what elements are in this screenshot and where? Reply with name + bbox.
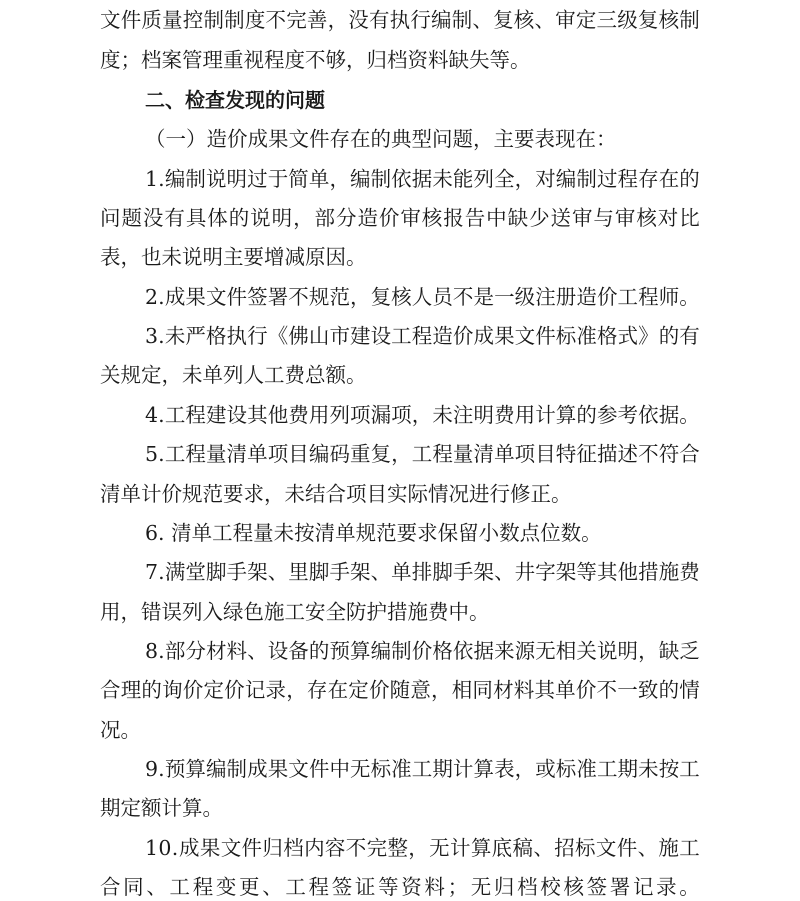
list-item-line: 问 题 没 有 具 体 的 说 明 ， 部 分 造 价 审 核 报 告 中 缺 少 送 审 与 审 核 对 比 bbox=[100, 206, 700, 230]
list-item-line: 用，错误列入绿色施工安全防护措施费中。 bbox=[100, 600, 490, 624]
list-item-line: 关规定，未单列人工费总额。 bbox=[100, 363, 367, 387]
list-item-line: 8 . 部 分 材 料 、 设 备 的 预 算 编 制 价 格 依 据 来 源 无 相 关 说 明 ， 缺 乏 bbox=[145, 639, 700, 663]
list-item-line: 3 . 未 严 格 执 行 《 佛 山 市 建 设 工 程 造 价 成 果 文 件 标 准 格 式 》 的 有 bbox=[145, 324, 700, 348]
list-item-line: 清单计价规范要求，未结合项目实际情况进行修正。 bbox=[100, 482, 572, 506]
list-item-line: 合 理 的 询 价 定 价 记 录 ， 存 在 定 价 随 意 ， 相 同 材 料 其 单 价 不 一 致 的 情 bbox=[100, 678, 700, 702]
paragraph-line: 度；档案管理重视程度不够，归档资料缺失等。 bbox=[100, 48, 531, 72]
section-heading: 二、检查发现的问题 bbox=[145, 88, 325, 112]
list-item-line: 1 0 . 成 果 文 件 归 档 内 容 不 完 整 ， 无 计 算 底 稿 、 招 标 文 件 、 施 工 bbox=[145, 836, 700, 860]
list-item-line: 2 . 成 果 文 件 签 署 不 规 范 ， 复 核 人 员 不 是 一 级 注 册 造 价 工 程 师 。 bbox=[145, 285, 700, 309]
list-item-line: 表，也未说明主要增减原因。 bbox=[100, 245, 367, 269]
list-item-line: 况。 bbox=[100, 718, 141, 742]
list-item-line: 1 . 编 制 说 明 过 于 简 单 ， 编 制 依 据 未 能 列 全 ， 对 编 制 过 程 存 在 的 bbox=[145, 167, 700, 191]
subsection-heading: （一）造价成果文件存在的典型问题，主要表现在： bbox=[145, 127, 617, 151]
list-item-line: 4 . 工 程 建 设 其 他 费 用 列 项 漏 项 ， 未 注 明 费 用 计 算 的 参 考 依 据 。 bbox=[145, 403, 700, 427]
list-item-line: 9 . 预 算 编 制 成 果 文 件 中 无 标 准 工 期 计 算 表 ， 或 标 准 工 期 未 按 工 bbox=[145, 757, 700, 781]
list-item-line: 6. 清单工程量未按清单规范要求保留小数点位数。 bbox=[145, 521, 602, 545]
list-item-line: 7 . 满 堂 脚 手 架 、 里 脚 手 架 、 单 排 脚 手 架 、 井 字 架 等 其 他 措 施 费 bbox=[145, 560, 700, 584]
list-item-line: 期定额计算。 bbox=[100, 796, 223, 820]
paragraph-line: 文 件 质 量 控 制 制 度 不 完 善 ， 没 有 执 行 编 制 、 复 核 、 审 定 三 级 复 核 制 bbox=[100, 8, 700, 32]
list-item-line: 合 同 、 工 程 变 更 、 工 程 签 证 等 资 料 ； 无 归 档 校 核 签 署 记 录 。 bbox=[100, 875, 700, 899]
list-item-line: 5 . 工 程 量 清 单 项 目 编 码 重 复 ， 工 程 量 清 单 项 目 特 征 描 述 不 符 合 bbox=[145, 442, 700, 466]
